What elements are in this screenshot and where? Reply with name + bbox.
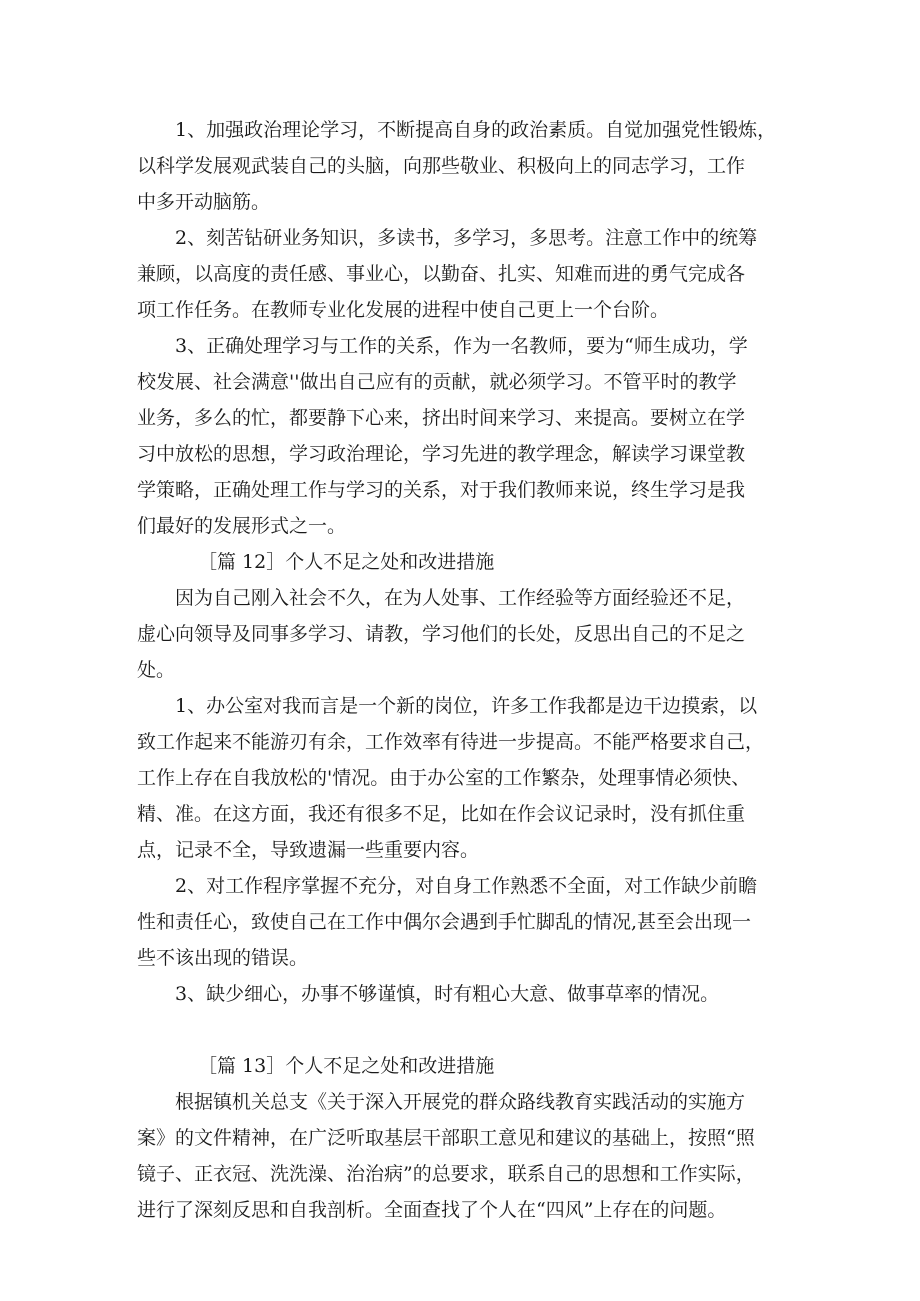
paragraph-line: 以科学发展观武装自己的头脑，向那些敬业、积极向上的同志学习，工作 [137,155,746,177]
paragraph-line: 中多开动脑筋。 [137,191,271,213]
paragraph-line: 进行了深刻反思和自我剖析。全面查找了个人在“四风”上存在的问题。 [137,1199,727,1221]
paragraph-line: 些不该出现的错误。 [137,947,309,969]
paragraph-line: 2、对工作程序掌握不充分，对自身工作熟悉不全面，对工作缺少前瞻 [175,875,758,897]
paragraph-line: 根据镇机关总支《关于深入开展党的群众路线教育实践活动的实施方 [175,1091,746,1113]
paragraph-line: 们最好的发展形式之一。 [137,515,347,537]
paragraph-line: 镜子、正衣冠、洗洗澡、治治病”的总要求，联系自己的思想和工作实际， [137,1163,755,1185]
section-heading: ［篇 12］个人不足之处和改进措施 [198,551,495,573]
paragraph-line: 处。 [137,659,176,681]
paragraph-line: 1、办公室对我而言是一个新的岗位，许多工作我都是边干边摸索，以 [175,695,758,717]
paragraph-line: 2、刻苦钻研业务知识，多读书，多学习，多思考。注意工作中的统筹 [175,227,758,249]
paragraph-line: 兼顾，以高度的责任感、事业心，以勤奋、扎实、知难而进的勇气完成各 [137,263,746,285]
paragraph-line: 性和责任心，致使自己在工作中偶尔会遇到手忙脚乱的情况,甚至会出现一 [137,911,752,933]
paragraph-line: 虚心向领导及同事多学习、请教，学习他们的长处，反思出自己的不足之 [137,623,746,645]
paragraph-line: 点，记录不全，导致遗漏一些重要内容。 [137,839,480,861]
paragraph-line: 精、准。在这方面，我还有很多不足，比如在作会议记录时，没有抓住重 [137,803,746,825]
paragraph-line: 工作上存在自我放松的'情况。由于办公室的工作繁杂，处理事情必须快、 [137,767,751,789]
paragraph-line: 因为自己刚入社会不久，在为人处事、工作经验等方面经验还不足， [175,587,746,609]
paragraph-line: 3、缺少细心，办事不够谨慎，时有粗心大意、做事草率的情况。 [175,983,720,1005]
paragraph-line: 学策略，正确处理工作与学习的关系，对于我们教师来说，终生学习是我 [137,479,746,501]
paragraph-line: 3、正确处理学习与工作的关系，作为一名教师，要为“师生成功，学 [175,335,748,357]
paragraph-line: 致工作起来不能游刃有余，工作效率有待进一步提高。不能严格要求自己， [137,731,765,753]
paragraph-line: 案》的文件精神，在广泛听取基层干部职工意见和建议的基础上，按照“照 [137,1127,755,1149]
paragraph-line: 1、加强政治理论学习，不断提高自身的政治素质。自觉加强党性锻炼， [175,119,777,141]
paragraph-line: 项工作任务。在教师专业化发展的进程中使自己更上一个台阶。 [137,299,670,321]
paragraph-line: 习中放松的思想，学习政治理论，学习先进的教学理念，解读学习课堂教 [137,443,746,465]
paragraph-line: 业务，多么的忙，都要静下心来，挤出时间来学习、来提高。要树立在学 [137,407,746,429]
paragraph-line: 校发展、社会满意''做出自己应有的贡献，就必须学习。不管平时的教学 [137,371,737,393]
section-heading: ［篇 13］个人不足之处和改进措施 [198,1055,495,1077]
